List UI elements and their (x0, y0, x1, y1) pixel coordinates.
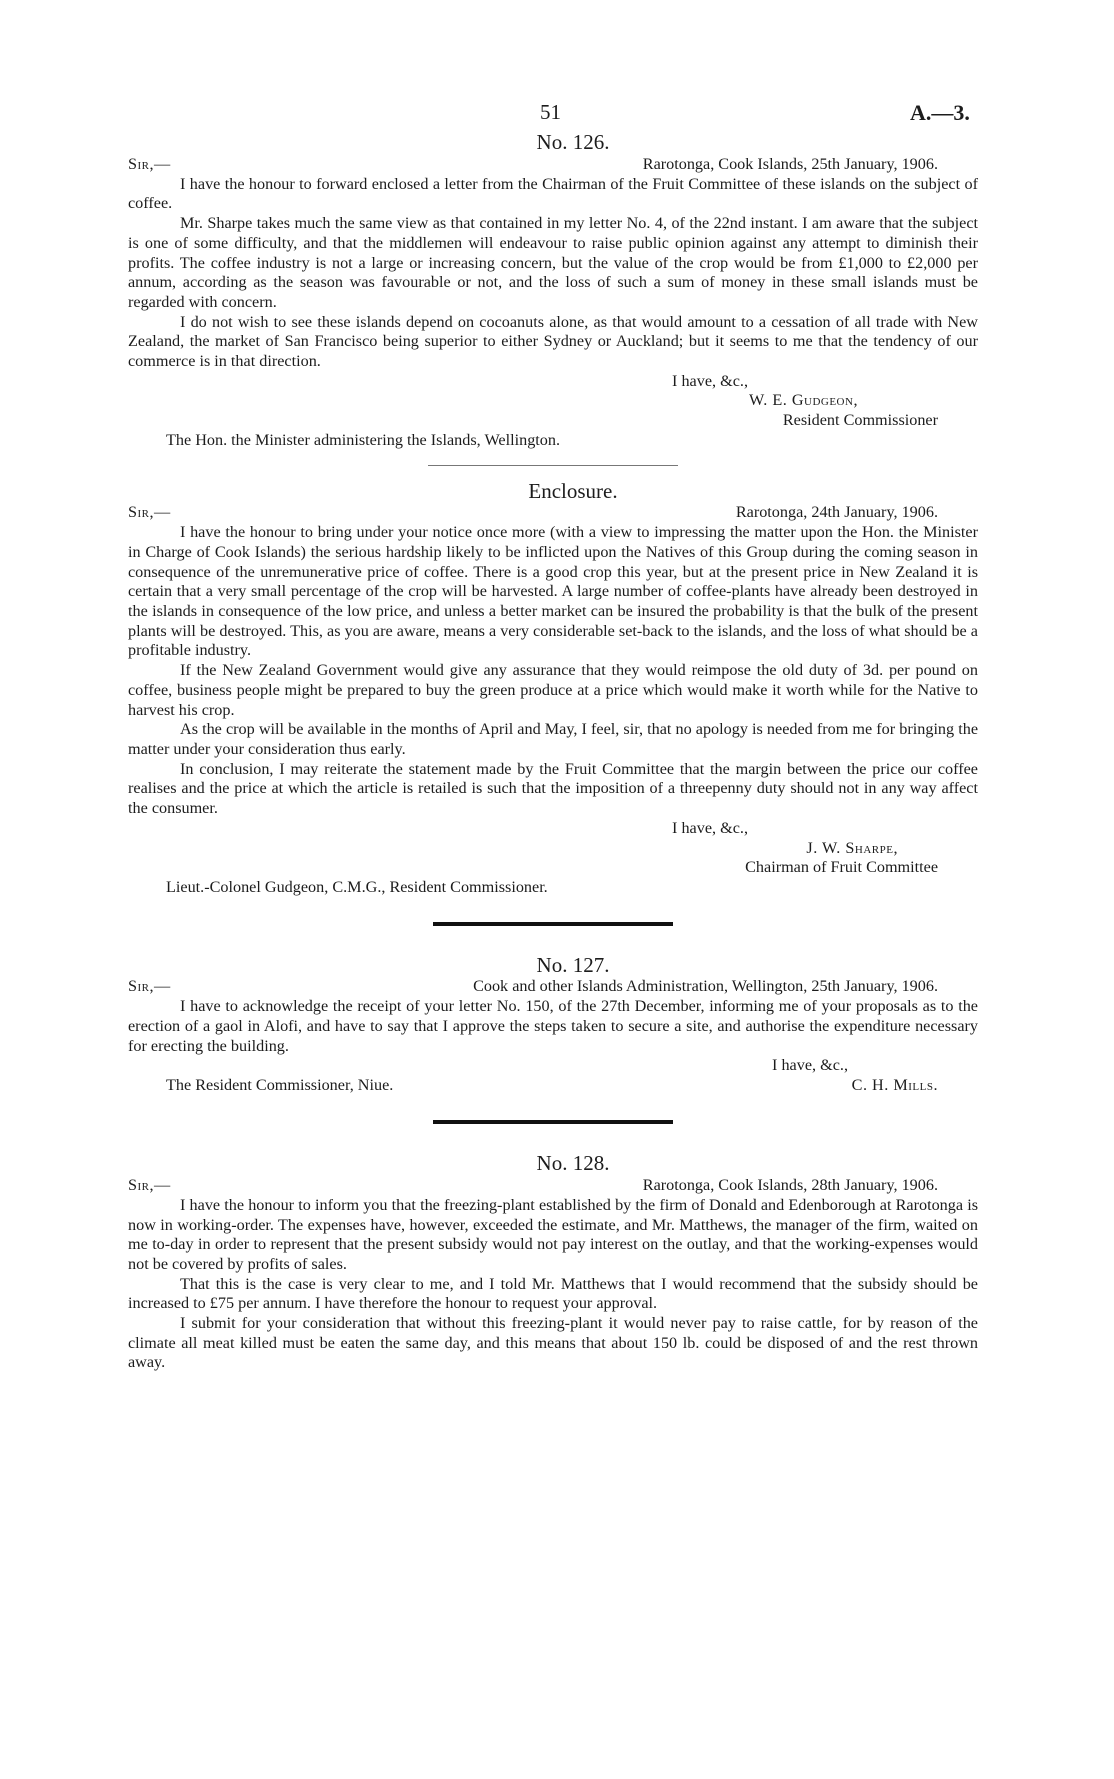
letter-126-signature-title: Resident Commissioner (782, 411, 938, 430)
letter-128-title: No. 128. (536, 1151, 610, 1176)
letter-128-header-row (128, 1176, 978, 1196)
letter-127-addressee: The Resident Commissioner, Niue. (166, 1076, 394, 1095)
enclosure-salutation: Sir,— (128, 503, 171, 522)
letter-126-place-date: Rarotonga, Cook Islands, 25th January, 1906. (642, 154, 938, 173)
letter-128-salutation: Sir,— (128, 1175, 171, 1194)
enclosure-signature-block (128, 819, 978, 878)
letter-127-header-row (128, 977, 978, 997)
letter-127 (128, 952, 978, 1097)
letter-126-paragraph: I have the honour to forward enclosed a letter from the Chairman of the Fruit Committee of these islands on the subject of coffee. (128, 174, 978, 213)
letter-126-closing: I have, &c., (672, 371, 748, 390)
enclosure-paragraph: If the New Zealand Government would give any assurance that they would reimpose the old duty of 3d. per pound on coffee, business people might be prepared to buy the green produce at a price which would make it worth while for the Native to harvest his crop. (128, 661, 978, 719)
letter-128-paragraph: That this is the case is very clear to me, and I told Mr. Matthews that I would recommend that the subsidy should be increased to £75 per annum. I have therefore the honour to request your approval. (128, 1274, 978, 1313)
letter-127-footer-row (128, 1076, 978, 1096)
letter-126-signature: W. E. Gudgeon, (748, 391, 858, 410)
letter-126-paragraph: Mr. Sharpe takes much the same view as that contained in my letter No. 4, of the 22nd instant. I am aware that the subject is one of some difficulty, and that the middlemen will endeavour to raise public opinion against any attempt to diminish their profits. The coffee industry is not a large or increasing concern, but the value of the crop would be from £1,000 to £2,000 per annum, according as the season was favourable or not, and the loss of such a sum of money in these small islands must be regarded with concern. (128, 214, 978, 311)
section-divider (433, 922, 673, 926)
letter-127-signature: C. H. Mills. (851, 1076, 938, 1095)
letter-127-salutation: Sir,— (128, 977, 171, 996)
letter-126-header-row (128, 155, 978, 175)
letter-127-title: No. 127. (536, 952, 610, 977)
letter-127-closing: I have, &c., (772, 1056, 848, 1075)
enclosure-paragraph: In conclusion, I may reiterate the statement made by the Fruit Committee that the margin between the price our coffee realises and the price at which the article is retailed is such that the imposition of a threepenny duty should not in any way affect the consumer. (128, 759, 978, 818)
letter-126-paragraph: I do not wish to see these islands depend on cocoanuts alone, as that would amount to a cessation of all trade with New Zealand, the market of San Francisco being superior to either Sydney or Auckland; but it seems to me that the tendency of our commerce is in that direction. (128, 312, 978, 371)
letter-126-signature-block (128, 372, 978, 431)
letter-126-salutation: Sir,— (128, 154, 171, 173)
page-number: 51 (540, 100, 561, 124)
enclosure-title: Enclosure. (528, 478, 618, 503)
letter-128 (128, 1151, 978, 1373)
letter-127-place-date: Cook and other Islands Administration, Wellington, 25th January, 1906. (473, 977, 938, 996)
letter-126-addressee: The Hon. the Minister administering the Islands, Wellington. (166, 430, 561, 449)
enclosure-addressee: Lieut.-Colonel Gudgeon, C.M.G., Resident Commissioner. (166, 877, 548, 896)
enclosure-closing: I have, &c., (672, 818, 748, 837)
enclosure-paragraph: I have the honour to bring under your notice once more (with a view to impressing the matter upon the Hon. the Minister in Charge of Cook Islands) the serious hardship likely to be inflicted upon the Natives of this Group during the coming season in consequence of the unremunerative price of coffee. There is a good crop this year, but at the present price in New Zealand it is certain that a very small percentage of the crop will be harvested. A large number of coffee-plants have already been destroyed in the islands in consequence of the low price, and unless a better market can be insured the probability is that the bulk of the present plants will be destroyed. This, as you are aware, means a very considerable set-back to the islands, and the loss of what should be a profitable industry. (128, 523, 978, 660)
enclosure (128, 478, 978, 898)
letter-128-place-date: Rarotonga, Cook Islands, 28th January, 1906. (642, 1175, 938, 1194)
enclosure-place-date: Rarotonga, 24th January, 1906. (735, 503, 938, 522)
enclosure-header-row (128, 503, 978, 523)
enclosure-paragraph: As the crop will be available in the months of April and May, I feel, sir, that no apology is needed from me for bringing the matter under your consideration thus early. (128, 720, 978, 758)
letter-126-title: No. 126. (536, 130, 610, 154)
letter-127-paragraph: I have to acknowledge the receipt of your letter No. 150, of the 27th December, informing me of your proposals as to the erection of a gaol in Alofi, and have to say that I approve the steps taken to secure a site, and authorise the expenditure necessary for erecting the building. (128, 997, 978, 1055)
enclosure-signature: J. W. Sharpe, (806, 838, 898, 857)
letter-127-closing-row (128, 1056, 978, 1076)
letter-126 (128, 130, 978, 451)
document-reference: A.—3. (910, 100, 970, 125)
document-body (128, 130, 978, 1373)
section-divider (433, 1120, 673, 1124)
section-divider (428, 465, 678, 466)
enclosure-signature-title: Chairman of Fruit Committee (745, 858, 938, 877)
letter-128-paragraph: I have the honour to inform you that the freezing-plant established by the firm of Donald and Edenborough at Rarotonga is now in working-order. The expenses have, however, exceeded the estimate, and Mr. Matthews, the manager of the firm, waited on me to-day in order to represent that the present subsidy would not pay interest on the outlay, and that the working-expenses would not be covered by profits of sales. (128, 1195, 978, 1273)
letter-128-paragraph: I submit for your consideration that without this freezing-plant it would never pay to raise cattle, for by reason of the climate all meat killed must be eaten the same day, and this means that about 150 lb. could be disposed of and the rest thrown away. (128, 1314, 978, 1372)
